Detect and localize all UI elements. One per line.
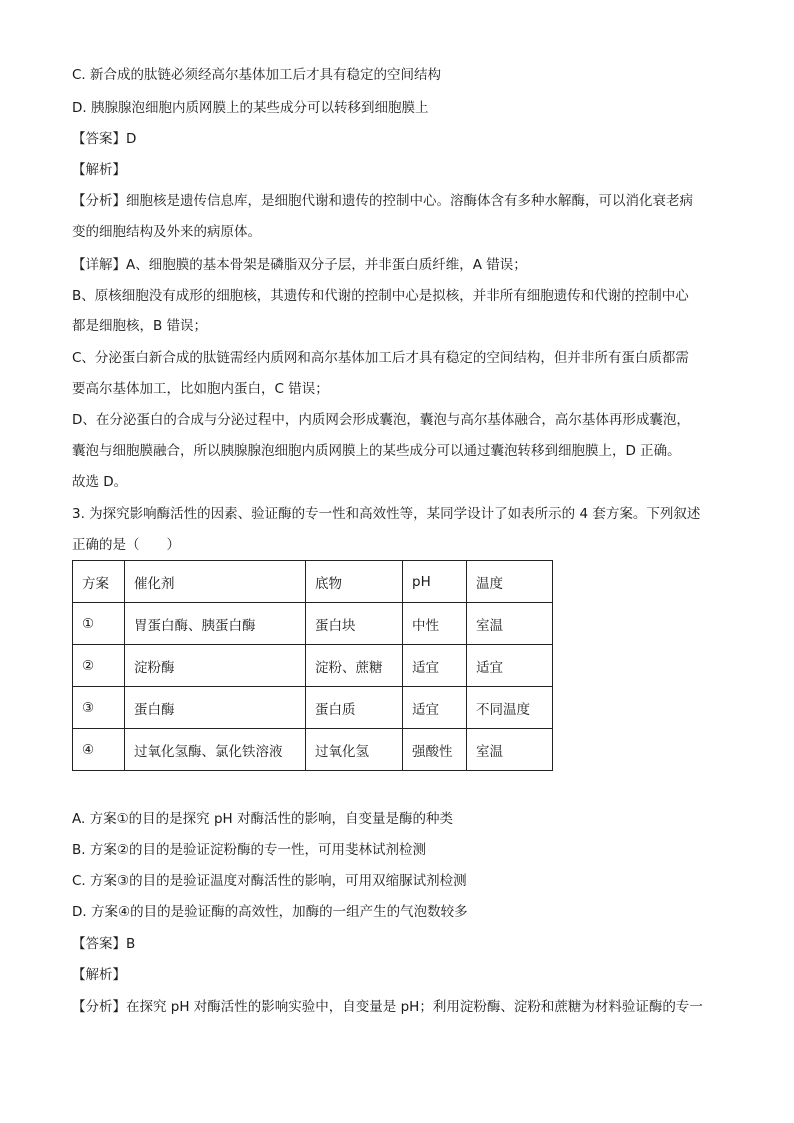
analysis-line-1: 【分析】细胞核是遗传信息库，是细胞代谢和遗传的控制中心。溶酶体含有多种水解酶，可以消化衰老病 [72, 193, 693, 209]
answer-label-2: 【答案】B [72, 936, 136, 952]
table-row [73, 729, 553, 771]
table-header-row [73, 561, 553, 603]
explanation-heading: 【解析】 [72, 162, 126, 178]
detail-b-line-1: B、原核细胞没有成形的细胞核，其遗传和代谢的控制中心是拟核，并非所有细胞遗传和代谢的控制中心 [72, 288, 689, 304]
table-cell: 蛋白酶 [125, 687, 306, 729]
choice-b: B. 方案②的目的是验证淀粉酶的专一性，可用斐林试剂检测 [72, 842, 426, 858]
table-cell: 蛋白质 [306, 687, 403, 729]
table-cell: ② [73, 645, 125, 687]
table-cell: 适宜 [403, 687, 467, 729]
table-cell: ① [73, 603, 125, 645]
question-3-line-1: 3. 为探究影响酶活性的因素、验证酶的专一性和高效性等，某同学设计了如表所示的 4 套方案。下列叙述 [72, 506, 701, 522]
table-cell: ③ [73, 687, 125, 729]
header-cell: pH [403, 561, 467, 603]
detail-b-line-2: 都是细胞核，B 错误； [72, 318, 208, 334]
table-row [73, 603, 553, 645]
table-cell: 室温 [467, 603, 553, 645]
choice-c: C. 方案③的目的是验证温度对酶活性的影响，可用双缩脲试剂检测 [72, 873, 467, 889]
table-cell: 过氧化氢酶、氯化铁溶液 [125, 729, 306, 771]
table-cell: 蛋白块 [306, 603, 403, 645]
analysis-line-2: 变的细胞结构及外来的病原体。 [72, 224, 261, 240]
table-cell: 室温 [467, 729, 553, 771]
table-cell: 过氧化氢 [306, 729, 403, 771]
detail-d-line-2: 囊泡与细胞膜融合，所以胰腺腺泡细胞内质网膜上的某些成分可以通过囊泡转移到细胞膜上，D 正确。 [72, 443, 681, 459]
choice-d: D. 方案④的目的是验证酶的高效性，加酶的一组产生的气泡数较多 [72, 904, 468, 920]
choice-a: A. 方案①的目的是探究 pH 对酶活性的影响，自变量是酶的种类 [72, 811, 453, 827]
table-cell: 强酸性 [403, 729, 467, 771]
table-cell: 中性 [403, 603, 467, 645]
table-row [73, 645, 553, 687]
detail-d-line-1: D、在分泌蛋白的合成与分泌过程中，内质网会形成囊泡，囊泡与高尔基体融合，高尔基体再形成囊泡， [72, 412, 690, 428]
scheme-table [72, 560, 553, 771]
header-cell: 底物 [306, 561, 403, 603]
detail-c-line-2: 要高尔基体加工，比如胞内蛋白，C 错误； [72, 381, 329, 397]
table-cell: 适宜 [403, 645, 467, 687]
analysis-2-line-1: 【分析】在探究 pH 对酶活性的影响实验中，自变量是 pH；利用淀粉酶、淀粉和蔗糖为材料验证酶的专一 [72, 999, 703, 1015]
table-cell: 不同温度 [467, 687, 553, 729]
table-cell: 淀粉酶 [125, 645, 306, 687]
option-c-text: C. 新合成的肽链必须经高尔基体加工后才具有稳定的空间结构 [72, 67, 442, 83]
header-cell: 方案 [73, 561, 125, 603]
question-3-line-2: 正确的是（ ） [72, 537, 180, 553]
conclusion-line: 故选 D。 [72, 474, 128, 490]
explanation-heading-2: 【解析】 [72, 967, 126, 983]
header-cell: 温度 [467, 561, 553, 603]
answer-label: 【答案】D [72, 131, 137, 147]
table-row [73, 687, 553, 729]
table-cell: 适宜 [467, 645, 553, 687]
detail-c-line-1: C、分泌蛋白新合成的肽链需经内质网和高尔基体加工后才具有稳定的空间结构，但并非所有蛋白质都需 [72, 350, 689, 366]
detail-a-line: 【详解】A、细胞膜的基本骨架是磷脂双分子层，并非蛋白质纤维，A 错误； [72, 257, 527, 273]
option-d-text: D. 胰腺腺泡细胞内质网膜上的某些成分可以转移到细胞膜上 [72, 100, 429, 116]
header-cell: 催化剂 [125, 561, 306, 603]
table-cell: 胃蛋白酶、胰蛋白酶 [125, 603, 306, 645]
table-cell: 淀粉、蔗糖 [306, 645, 403, 687]
table-cell: ④ [73, 729, 125, 771]
